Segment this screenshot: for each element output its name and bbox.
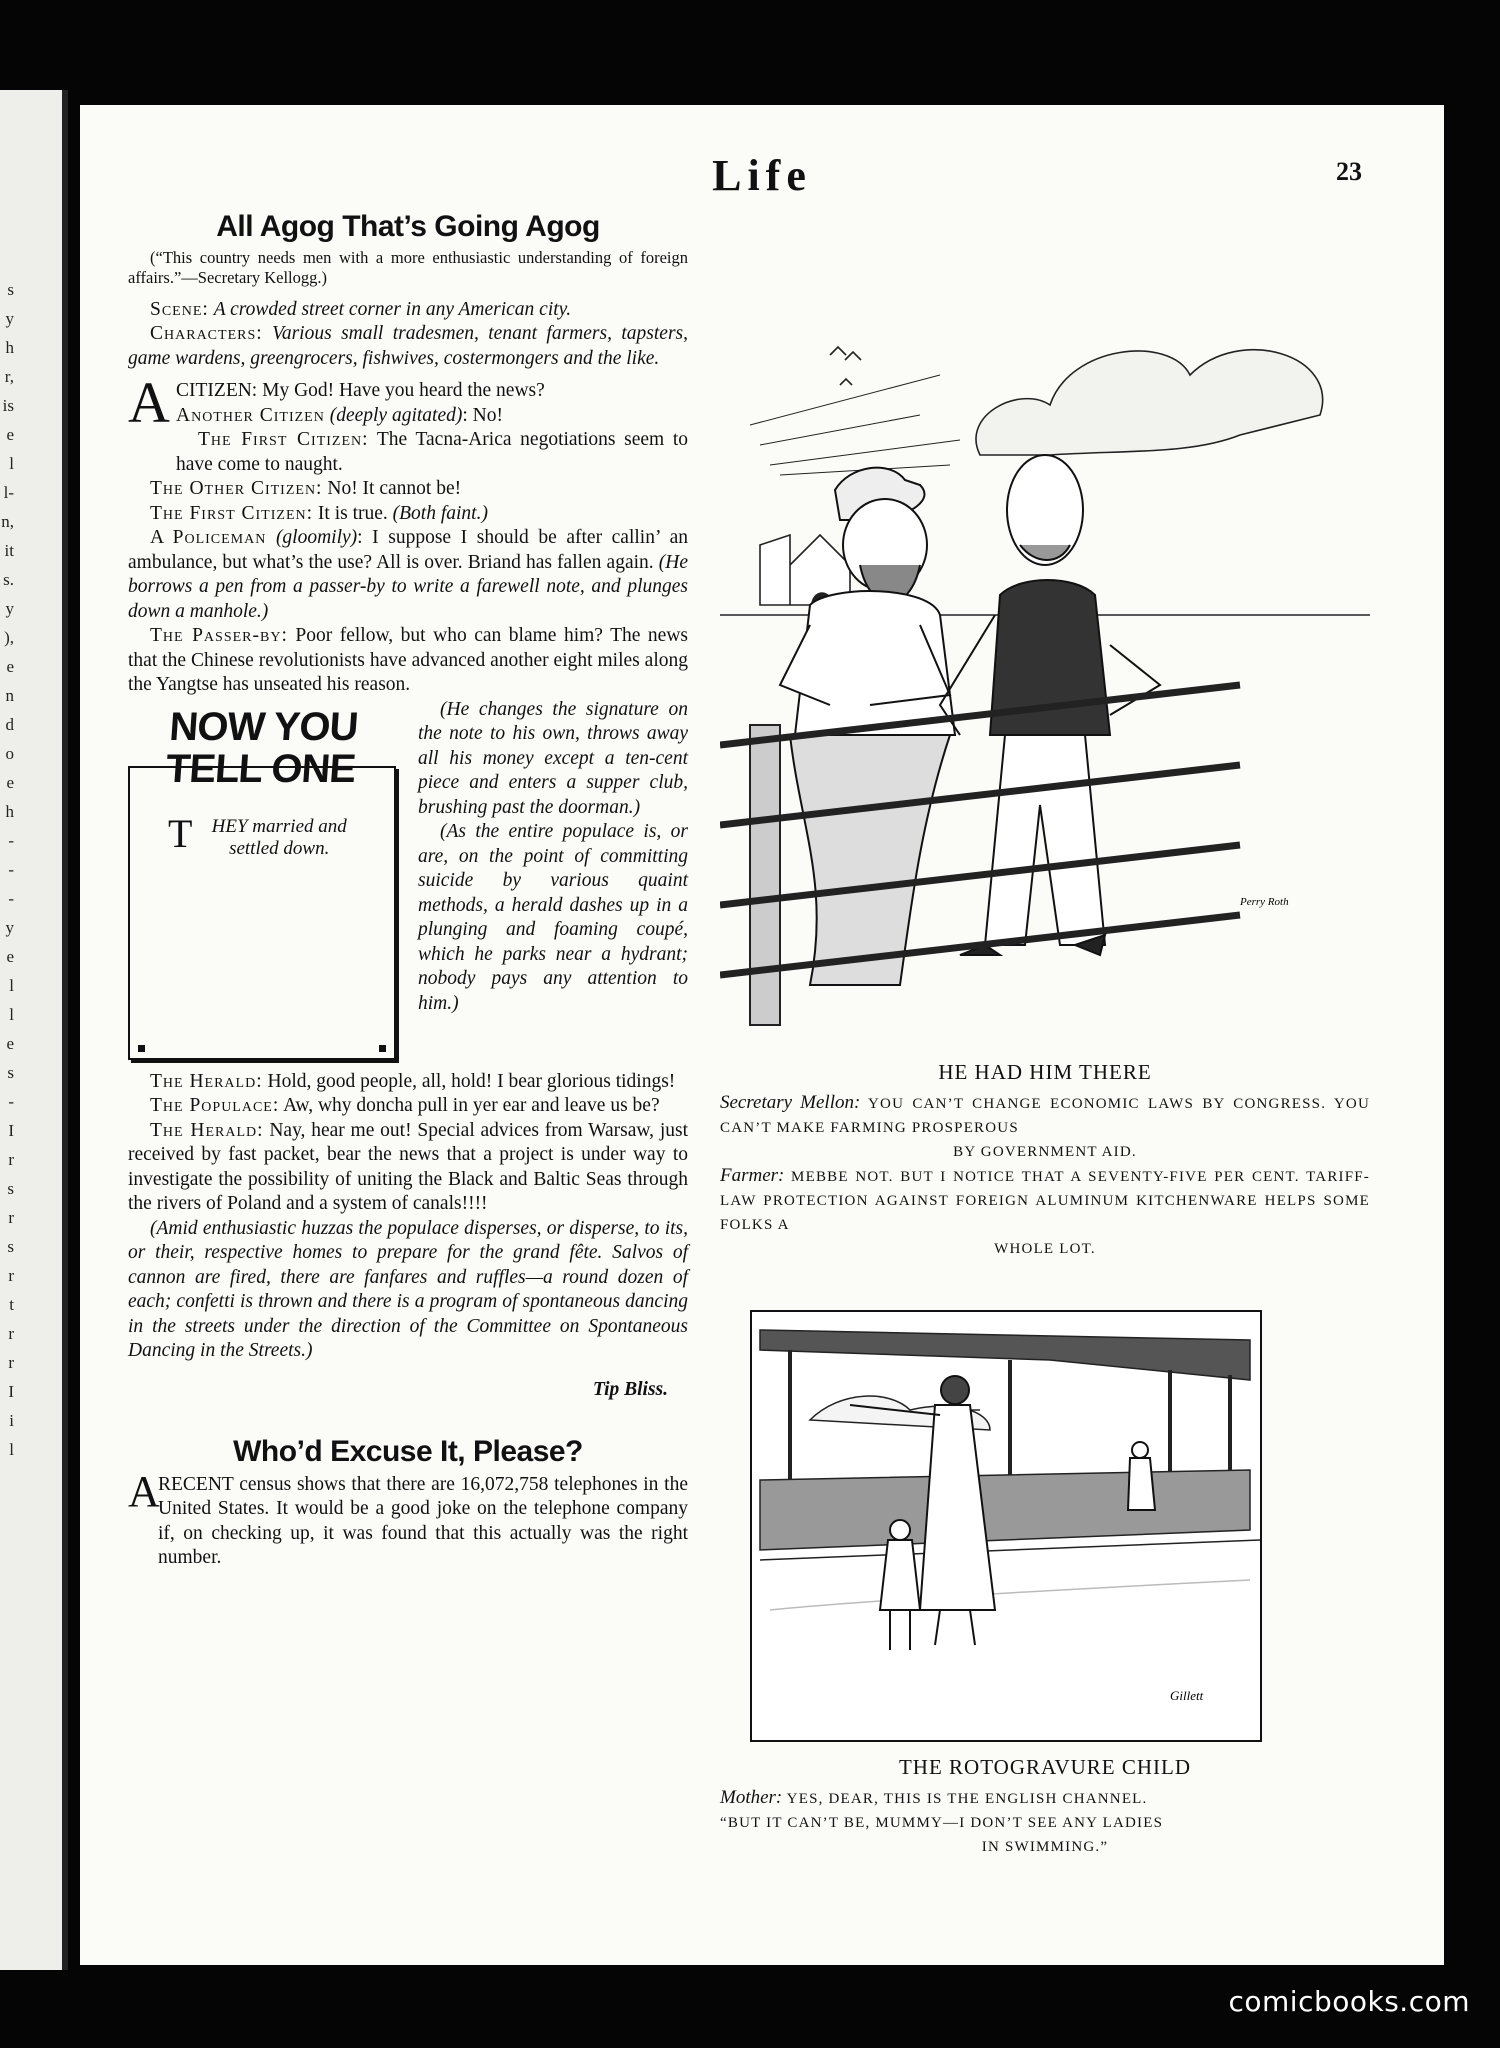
facing-page-fragment: - <box>8 860 14 879</box>
drop-cap: A <box>128 370 170 435</box>
dialogue-line: The Populace: Aw, why doncha pull in yer ear and leave us be? <box>150 1095 660 1116</box>
cartoon-caption: HE HAD HIM THERE Secretary Mellon: YOU CAN’T CHANGE ECONOMIC LAWS BY CONGRESS. YOU CAN’T MAKE FARMING PROSPEROUS BY GOVERNMENT AID. Farmer: MEBBE NOT. BUT I NOTICE THAT A SEVENTY-FIVE PER CENT. TARIFF-LAW PROTECTION AGAINST FOREIGN ALUMINUM KITCHENWARE HELPS SOME FOLKS A WHOLE LOT. <box>720 1060 1370 1257</box>
dialogue-line: A Policeman (gloomily): I suppose I should be after callin’ an ambulance, but what’s the use? All is over. Briand has fallen again. (He borrows a pen from a passer-by to write a farewell note, and plunges down a manhole.) <box>128 527 689 622</box>
facing-page-fragment: - <box>8 831 14 850</box>
caption-title: HE HAD HIM THERE <box>938 1060 1152 1084</box>
facing-page-fragment: h <box>5 338 14 357</box>
magazine-page <box>80 105 1444 1965</box>
facing-page-fragment: h <box>5 802 14 821</box>
facing-page-fragment: e <box>6 947 14 966</box>
dialogue-line: The Passer-by: Poor fellow, but who can blame him? The news that the Chinese revolutionists have advanced another eight miles along the Yangtse has unseated his reason. <box>128 625 689 695</box>
article-body: A RECENT census shows that there are 16,072,758 telephones in the United States. It would be a good joke on the telephone company if, on checking up, it was found that this actually was the right number. <box>128 1466 688 1568</box>
dialogue-line: The First Citizen: It is true. (Both faint.) <box>150 502 488 524</box>
facing-page-fragment: l <box>9 976 14 995</box>
facing-page-fragment: s <box>7 1179 14 1198</box>
box-joke: T HEY married and settled down. <box>168 810 347 859</box>
dialogue-line: The Herald: Nay, hear me out! Special advices from Warsaw, just received by fast packet, bear the news that a project is under way to investigate the possibility of uniting the Black and Baltic Seas through the rivers of Poland and a system of canals!!!! <box>128 1119 689 1214</box>
now-you-tell-one-box <box>128 706 396 1062</box>
author-signature: Tip Bliss. <box>592 1378 668 1400</box>
stage-direction: (As the entire populace is, or are, on the point of committing suicide by various quaint methods, a herald dashes up in a plunging and foaming coupé, which he parks near a hydrant; nobody pays any attention to him.) <box>418 821 688 1014</box>
facing-page-fragment: e <box>6 773 14 792</box>
article-title: Who’d Excuse It, Please? <box>233 1435 583 1468</box>
facing-page-fragment: d <box>5 715 14 734</box>
facing-page-edge <box>0 90 68 1970</box>
facing-page-fragment: e <box>6 425 14 444</box>
watermark: comicbooks.com <box>1228 1985 1470 2018</box>
caption-title: THE ROTOGRAVURE CHILD <box>898 1755 1192 1779</box>
facing-page-fragment: - <box>8 1092 14 1111</box>
facing-page-fragment: r <box>8 1150 14 1169</box>
facing-page-fragment: s <box>7 1063 14 1082</box>
facing-page-fragment: o <box>5 744 14 763</box>
facing-page-fragment: l <box>9 1440 14 1459</box>
facing-page-fragment: l <box>9 1005 14 1024</box>
facing-page-fragment: r <box>8 1208 14 1227</box>
stage-direction: (He changes the signature on the note to his own, throws away all his money except a ten-cent piece and enters a supper club, brushing past the doorman.) <box>418 698 688 818</box>
facing-page-fragment: s. <box>3 570 14 589</box>
article-title: All Agog That’s Going Agog <box>216 210 600 243</box>
drop-cap: A <box>128 1466 160 1516</box>
artist-signature: Perry Roth <box>1240 896 1289 908</box>
facing-page-fragment: i <box>9 1411 14 1430</box>
facing-page-fragment: t <box>9 1295 14 1314</box>
facing-page-fragment: s <box>7 280 14 299</box>
page-number: 23 <box>1336 157 1362 186</box>
cartoon-rotogravure-child <box>750 1310 1262 1742</box>
facing-page-fragment: r <box>8 1324 14 1343</box>
cartoon-farmer-and-mellon <box>720 265 1370 1050</box>
facing-page-fragment: r <box>8 1266 14 1285</box>
facing-page-fragment: it <box>4 541 14 560</box>
dialogue-line: The Other Citizen: No! It cannot be! <box>150 478 462 499</box>
epigraph: (“This country needs men with a more enthusiastic understanding of foreign affairs.”—Secretary Kellogg.) <box>128 247 688 287</box>
facing-page-fragment: l- <box>3 483 14 502</box>
dialogue-line: The Herald: Hold, good people, all, hold! I bear glorious tidings! <box>150 1070 676 1092</box>
box-frame <box>128 766 396 1060</box>
facing-page-fragment: y <box>5 309 14 328</box>
facing-page-fragment: - <box>8 889 14 908</box>
facing-page-fragment: is <box>2 396 14 415</box>
facing-page-fragment: r, <box>4 367 14 386</box>
facing-page-fragment: y <box>5 918 14 937</box>
facing-page-fragment: e <box>6 657 14 676</box>
facing-page-fragment: ), <box>4 628 14 647</box>
characters-line: Characters: Various small tradesmen, tenant farmers, tapsters, game wardens, greengrocers, fishwives, costermongers and the like. <box>128 323 688 369</box>
facing-page-fragment: l <box>9 454 14 473</box>
scene-line: Scene: A crowded street corner in any American city. <box>150 298 572 320</box>
facing-page-fragment: y <box>5 599 14 618</box>
facing-page-fragment: I <box>8 1382 14 1401</box>
dialogue-line: A CITIZEN: My God! Have you heard the news? Another Citizen (deeply agitated): No! The First Citizen: The Tacna-Arica negotiations seem to have come to naught. <box>128 370 688 475</box>
left-column <box>128 210 689 1571</box>
facing-page-fragment: r <box>8 1353 14 1372</box>
facing-page-fragment: s <box>7 1237 14 1256</box>
masthead: Life <box>712 151 812 200</box>
box-heading: NOW YOU TELL ONE <box>164 704 359 791</box>
facing-page-fragment: e <box>6 1034 14 1053</box>
facing-page-fragment: n, <box>1 512 14 531</box>
artist-signature: Gillett <box>1170 1688 1204 1703</box>
facing-page-fragment: I <box>8 1121 14 1140</box>
stage-direction: (Amid enthusiastic huzzas the populace disperses, or disperse, to its, or their, respective homes to prepare for the grand fête. Salvos of cannon are fired, there are fanfares and ruffles—a round dozen of each; confetti is thrown and there is a program of spontaneous dancing in the streets under the direction of the Committee on Spontaneous Dancing in the Streets.) <box>128 1217 688 1361</box>
facing-page-fragment: n <box>5 686 14 705</box>
cartoon-caption: THE ROTOGRAVURE CHILD Mother: YES, DEAR, THIS IS THE ENGLISH CHANNEL. “BUT IT CAN’T BE, MUMMY—I DON’T SEE ANY LADIES IN SWIMMING.” <box>720 1755 1370 1859</box>
